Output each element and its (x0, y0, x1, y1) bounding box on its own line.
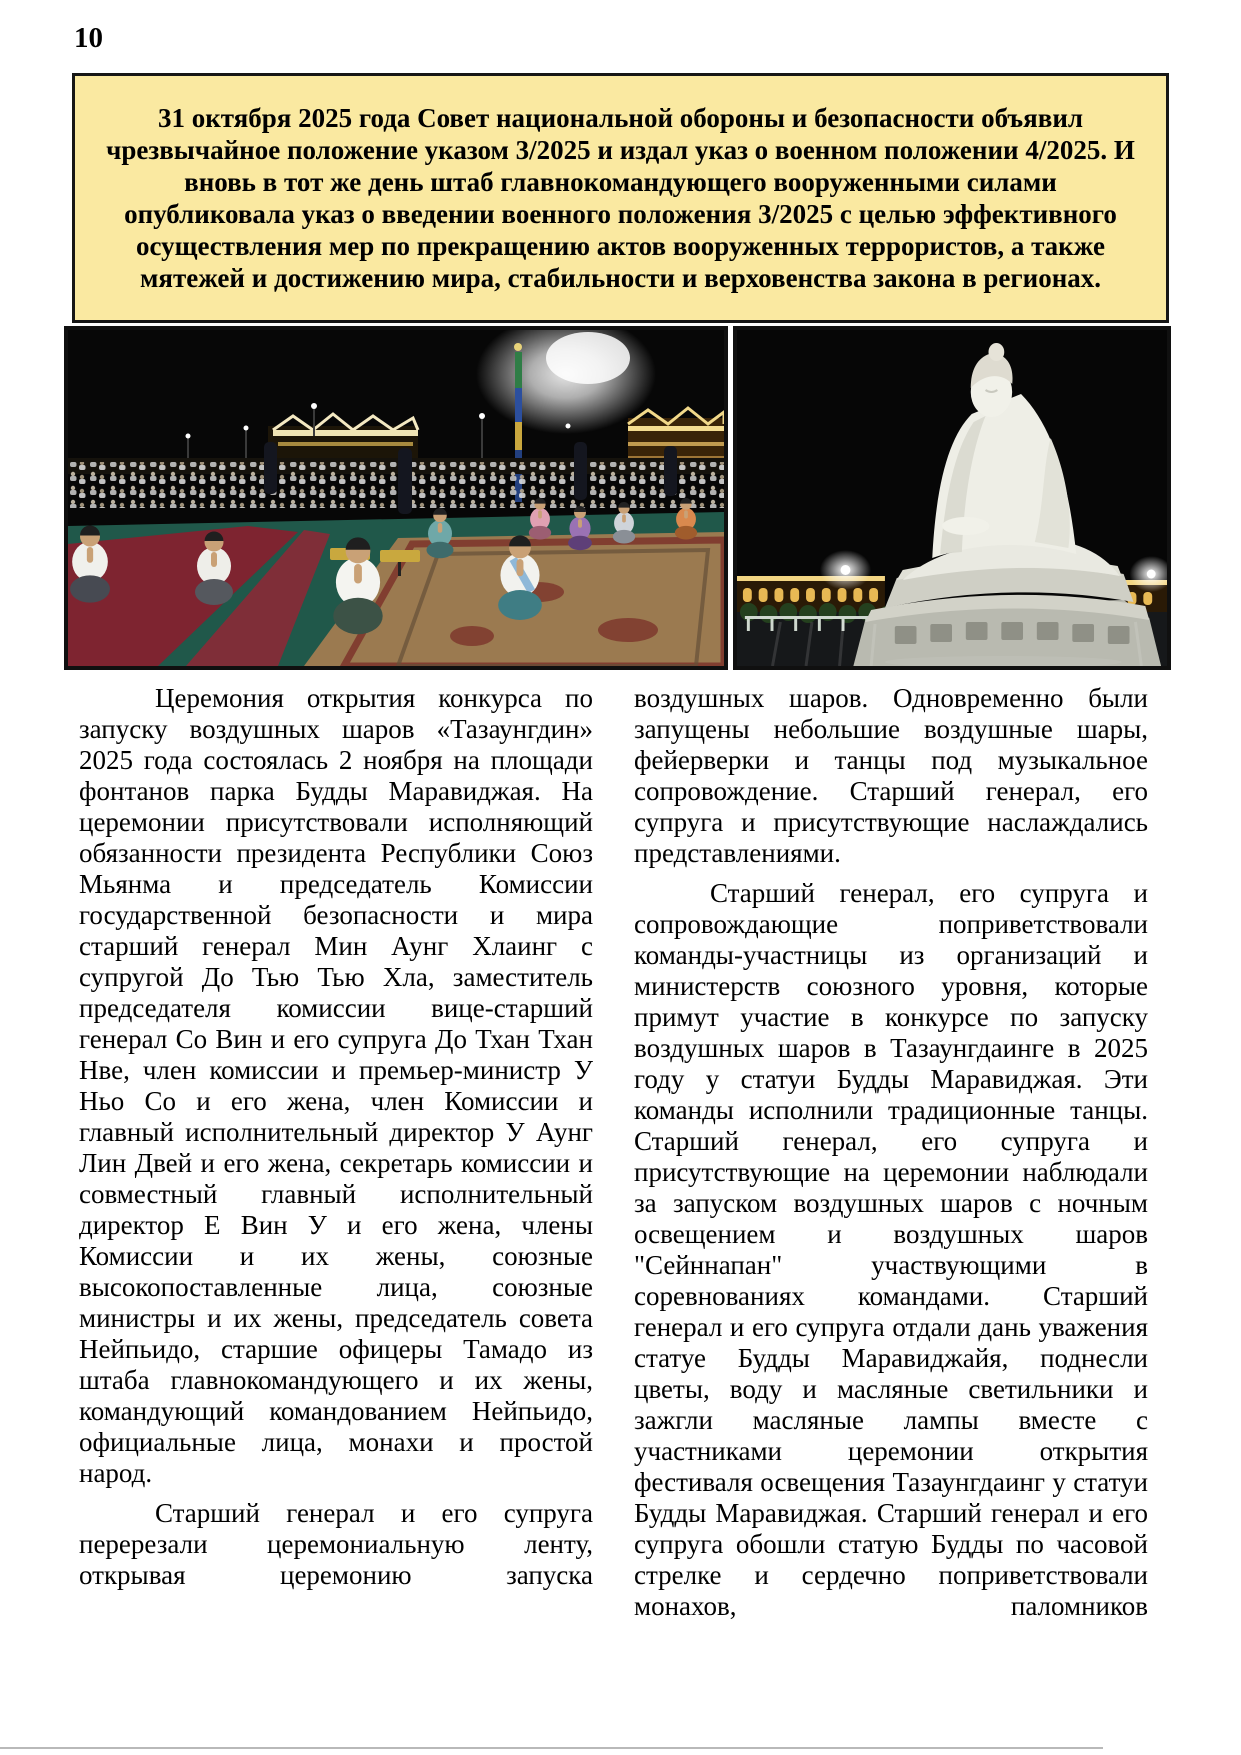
emergency-decree-notice-box (72, 73, 1169, 323)
emergency-decree-notice-text: 31 октября 2025 года Совет национальной обороны и безопасности объявил чрезвычайное положение указом 3/2025 и издал указ о военном положении 4/2025. И вновь в тот же день штаб главнокомандующего вооруженными силами опубликовала указ о введении военного положения 3/2025 с целью эффективного осуществления мер по прекращению актов вооруженных террористов, а также мятежей и достижению мира, стабильности и верховенства закона в регионах. (106, 103, 1135, 293)
page-bottom-rule (0, 1747, 1103, 1749)
paragraph-ribbon-cutting: Старший генерал и его супруга перерезали церемониальную ленту, открывая церемонию запуска (79, 1498, 593, 1590)
paragraph-ceremony-opening: Церемония открытия конкурса по запуску воздушных шаров «Тазаунгдин» 2025 года состоялась 2 ноября на площади фонтанов парка Будды Маравиджая. На церемонии присутствовали исполняющий обязанности президента Республики Союз Мьянма и председатель Комиссии государственной безопасности и мира старший генерал Мин Аунг Хлаинг с супругой До Тью Тью Хла, заместитель председателя комиссии вице-старший генерал Со Вин и его супруга До Тхан Тхан Нве, член комиссии и премьер-министр У Ньо Со и его жена, член Комиссии и главный исполнительный директор У Аунг Лин Двей и его жена, секретарь комиссии и совместный главный исполнительный директор Е Вин У и его жена, члены Комиссии и их жены, союзные высокопоставленные лица, союзные министры и их жены, председатель совета Нейпьидо, старшие офицеры Тамадо из штаба главнокомандующего и их жены, командующий командованием Нейпьидо, официальные лица, монахи и простой народ. (79, 683, 593, 1488)
night-prayer-ceremony-photo (64, 326, 728, 670)
page-number: 10 (74, 22, 103, 54)
seated-crowd (68, 458, 724, 508)
article-column-left (79, 683, 593, 1600)
paragraph-teams-greeting: Старший генерал, его супруга и сопровождающие поприветствовали команды-участницы из организаций и министерств союзного уровня, которые примут участие в конкурсе по запуску воздушных шаров в Тазаунгдаинге в 2025 году у статуи Будды Маравиджая. Эти команды исполнили традиционные танцы. Старший генерал, его супруга и присутствующие на церемонии наблюдали за запуском воздушных шаров с ночным освещением и воздушных шаров "Сейннапан" участвующими в соревнованиях командами. Старший генерал и его супруга отдали дань уважения статуе Будды Маравиджайя, поднесли цветы, воду и масляные светильники и зажгли масляные лампы вместе с участниками церемонии открытия фестиваля освещения Тазаунгдаинг у статуи Будды Маравиджая. Старший генерал и его супруга обошли статую Будды по часовой стрелке и сердечно поприветствовали монахов, паломников (634, 878, 1148, 1621)
paragraph-balloon-launch: воздушных шаров. Одновременно были запущены небольшие воздушные шары, фейерверки и танцы под музыкальное сопровождение. Старший генерал, его супруга и присутствующие наслаждались представлениями. (634, 683, 1148, 868)
buddha-statue-illustration (737, 330, 1167, 666)
buddha-statue-photo (733, 326, 1171, 670)
photo-row (64, 326, 1171, 670)
night-ceremony-illustration (68, 330, 724, 666)
article-column-right (634, 683, 1148, 1631)
